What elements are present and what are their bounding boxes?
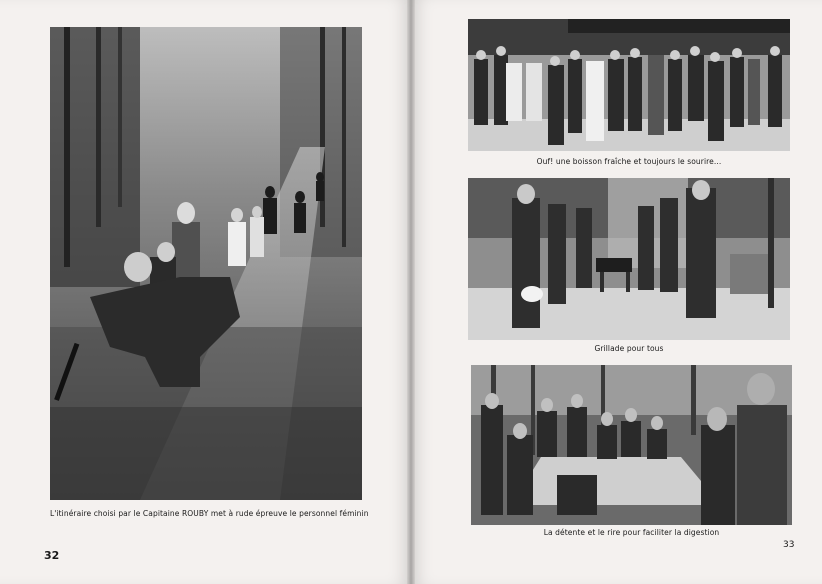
- photo-dining-table: [471, 365, 792, 525]
- caption-group-drinks: Ouf! une boisson fraîche et toujours le sourire...: [536, 157, 722, 166]
- page-number-left: 32: [44, 549, 60, 562]
- photo-forest-trail-climb: [50, 27, 362, 500]
- photo-grill: [468, 178, 790, 340]
- page-number-right: 33: [783, 540, 795, 550]
- book-gutter: [407, 0, 415, 584]
- caption-grill: Grillade pour tous: [594, 344, 664, 353]
- caption-dining-table: La détente et le rire pour faciliter la digestion: [543, 528, 720, 537]
- photo-group-drinks: [468, 19, 790, 151]
- caption-left-photo: L'itinéraire choisi par le Capitaine ROUBY met à rude épreuve le personnel féminin: [50, 509, 369, 518]
